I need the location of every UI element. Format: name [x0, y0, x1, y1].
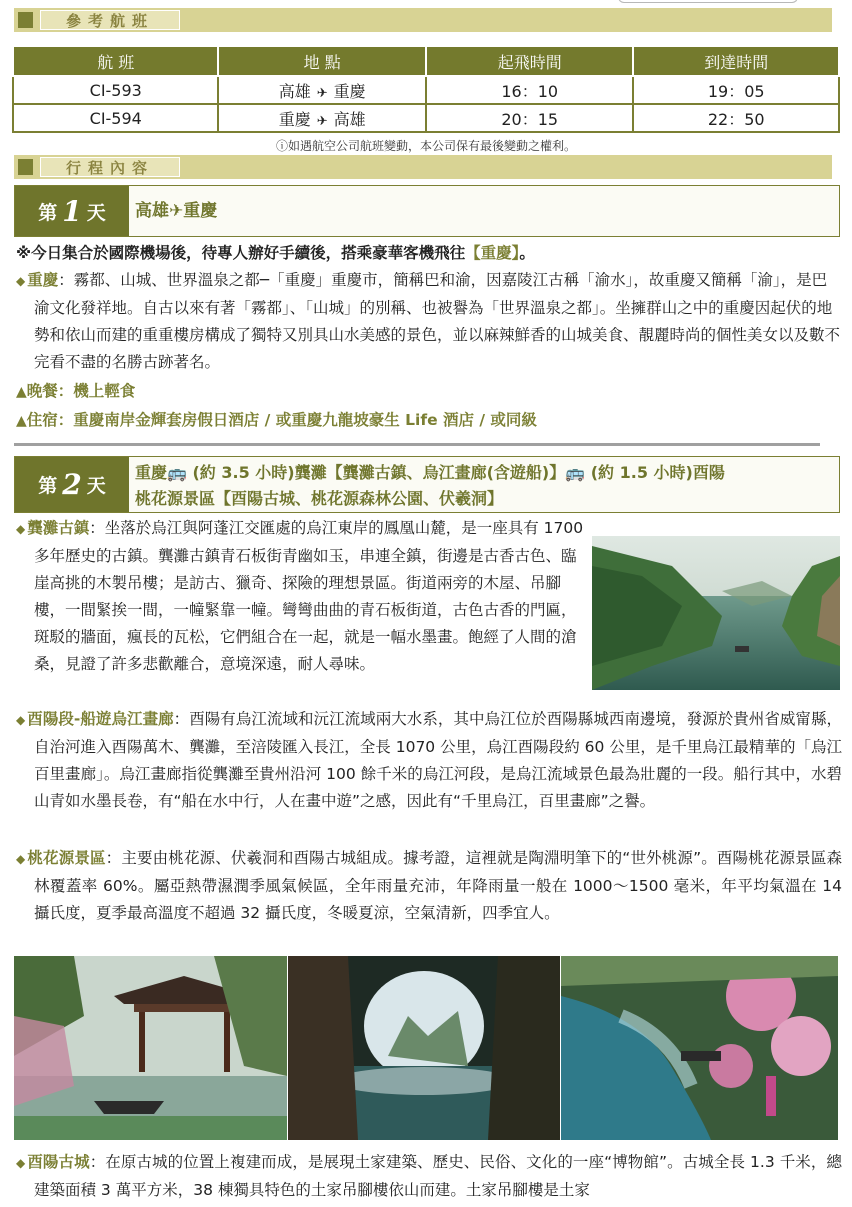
day2-title-line1: 重慶🚌 (約 3.5 小時)龔灘【龔灘古鎮、烏江畫廊(含遊船)】🚌 (約 1.5 小時)酉陽 — [135, 463, 725, 482]
bullet-icon: ◆ — [16, 1156, 26, 1170]
day-divider — [14, 443, 820, 446]
wujiang-river-photo — [592, 536, 840, 690]
route-to: 高雄 — [333, 109, 366, 129]
flight-number: CI-593 — [13, 76, 218, 104]
taohua-paragraph: ◆ 桃花源景區：主要由桃花源、伏羲洞和酉陽古城組成。據考證，這裡就是陶淵明筆下的“世外桃源”。酉陽桃花源景區森林覆蓋率 60%。屬亞熱帶濕潤季風氣候區，全年雨量充沛，年降雨量一般在 1000～1500 毫米，年平均氣溫在 14 攝氏度，夏季最高溫度不超過 32 攝氏度，冬暖夏涼，空氣清新，四季宜人。 — [16, 849, 842, 922]
gucheng-keyword: 酉陽古城 — [27, 1153, 90, 1171]
day2-number: 2 — [62, 468, 82, 501]
route-from: 高雄 — [278, 81, 311, 101]
day2-header — [14, 456, 840, 513]
arrive-time: 22：50 — [633, 104, 839, 132]
bullet-icon: ◆ — [16, 522, 26, 536]
route-from: 重慶 — [278, 109, 311, 129]
day1-number: 1 — [62, 194, 82, 228]
flight-route — [218, 76, 425, 104]
cave-photo — [288, 956, 560, 1140]
arrive-time: 19：05 — [633, 76, 839, 104]
plane-icon: ✈ — [316, 85, 328, 101]
day2-title-line2: 桃花源景區【酉陽古城、桃花源森林公園、伏羲洞】 — [135, 489, 504, 508]
day1-dinner: ▲晚餐：機上輕食 — [16, 382, 136, 400]
chongqing-keyword: 重慶 — [27, 271, 59, 289]
day1-chongqing-paragraph: ◆ 重慶：霧都、山城、世界溫泉之都─「重慶」重慶市，簡稱巴和渝，因嘉陵江古稱「渝水」，故重慶又簡稱「渝」，是巴渝文化發祥地。自古以來有著「霧都」、「山城」的別稱、也被譽為「世界溫泉之都」。坐擁群山之中的重慶因起伏的地勢和依山而建的重重樓房構成了獨特又別具山水美感的景色，並以麻辣鮮香的山城美食、靚麗時尚的個性美女以及數不完看不盡的名勝古跡著名。 — [16, 271, 841, 371]
peach-blossom-stream-photo — [561, 956, 838, 1140]
col-depart: 起飛時間 — [426, 46, 634, 76]
gucheng-paragraph: ◆ 酉陽古城：在原古城的位置上複建而成，是展現土家建築、歷史、民俗、文化的一座“博物館”。古城全長 1.3 千米，總建築面積 3 萬平方米，38 棟獨具特色的土家吊腳樓依山而建。土家吊腳樓是土家 — [16, 1153, 842, 1199]
depart-time: 20：15 — [426, 104, 634, 132]
wujiang-paragraph: ◆ 酉陽段-船遊烏江畫廊：酉陽有烏江流域和沅江流域兩大水系，其中烏江位於酉陽縣城西南邊境，發源於貴州省威甯縣，自治河進入酉陽萬木、龔灘，至涪陵匯入長江，全長 1070 公里，烏江酉陽段約 60 公里，是千里烏江最精華的「烏江百里畫廊」。烏江畫廊指從龔灘至貴州沿河 100 餘千米的烏江河段，是烏江流域景色最為壯麗的一段。船行其中，水碧山青如水墨長卷，有“船在水中行，人在畫中遊”之感，因此有“千里烏江，百里畫廊”之譽。 — [16, 710, 842, 810]
wujiang-keyword: 酉陽段-船遊烏江畫廊 — [27, 710, 174, 728]
table-row — [13, 76, 839, 104]
table-header-row — [13, 46, 839, 76]
gongtan-paragraph: ◆ 龔灘古鎮：坐落於烏江與阿蓬江交匯處的烏江東岸的鳳凰山麓，是一座具有 1700 多年歷史的古鎮。龔灘古鎮青石板街青幽如玉，串連全鎮，街邊是古香古色、臨崖高挑的木製吊樓；是訪古、獵奇、探險的理想景區。街道兩旁的木屋、吊腳樓，一間緊挨一間，一幢緊靠一幢。彎彎曲曲的青石板街道，古色古香的門匾，斑駁的牆面，瘋長的瓦松，它們組合在一起，就是一幅水墨畫。飽經了人間的滄桑，見證了許多悲歡離合，意境深遠，耐人尋味。 — [16, 519, 584, 673]
triangle-icon: ▲ — [16, 384, 27, 400]
top-frame-edge — [618, 0, 798, 3]
col-arrive: 到達時間 — [633, 46, 839, 76]
plane-icon: ✈ — [316, 113, 328, 129]
depart-time: 16：10 — [426, 76, 634, 104]
flights-section-title: 參考航班 — [40, 10, 180, 30]
day1-intro: ※今日集合於國際機場後，待專人辦好手續後，搭乘豪華客機飛往【重慶】。 — [16, 244, 535, 262]
col-route: 地 點 — [218, 46, 425, 76]
info-icon: ⓘ — [275, 139, 288, 153]
bullet-icon: ◆ — [16, 852, 26, 866]
day2-badge: 第 2 天 — [15, 457, 129, 512]
gongtan-keyword: 龔灘古鎮 — [27, 519, 90, 537]
route-to: 重慶 — [333, 81, 366, 101]
itinerary-section-header — [14, 155, 832, 179]
day1-header — [14, 185, 840, 237]
day1-badge: 第 1 天 — [15, 186, 129, 236]
day1-intro-highlight: 【重慶】 — [465, 244, 520, 262]
pavilion-photo — [14, 956, 287, 1140]
day1-hotel: ▲住宿：重慶南岸金輝套房假日酒店 / 或重慶九龍坡豪生 Life 酒店 / 或同級 — [16, 411, 537, 429]
flights-table — [12, 45, 840, 133]
header-square-icon — [18, 159, 33, 175]
taohua-keyword: 桃花源景區 — [27, 849, 106, 867]
day1-route: 高雄✈重慶 — [135, 201, 218, 221]
itinerary-section-title: 行程內容 — [40, 157, 180, 177]
col-flight: 航 班 — [13, 46, 218, 76]
bullet-icon: ◆ — [16, 274, 26, 288]
triangle-icon: ▲ — [16, 413, 27, 429]
table-row — [13, 104, 839, 132]
flight-route — [218, 104, 425, 132]
bullet-icon: ◆ — [16, 713, 26, 727]
flight-number: CI-594 — [13, 104, 218, 132]
flights-section-header — [14, 8, 832, 32]
notice-text: 如遇航空公司航班變動，本公司保有最後變動之權利。 — [288, 139, 577, 153]
flight-notice — [0, 137, 852, 154]
header-square-icon — [18, 12, 33, 28]
